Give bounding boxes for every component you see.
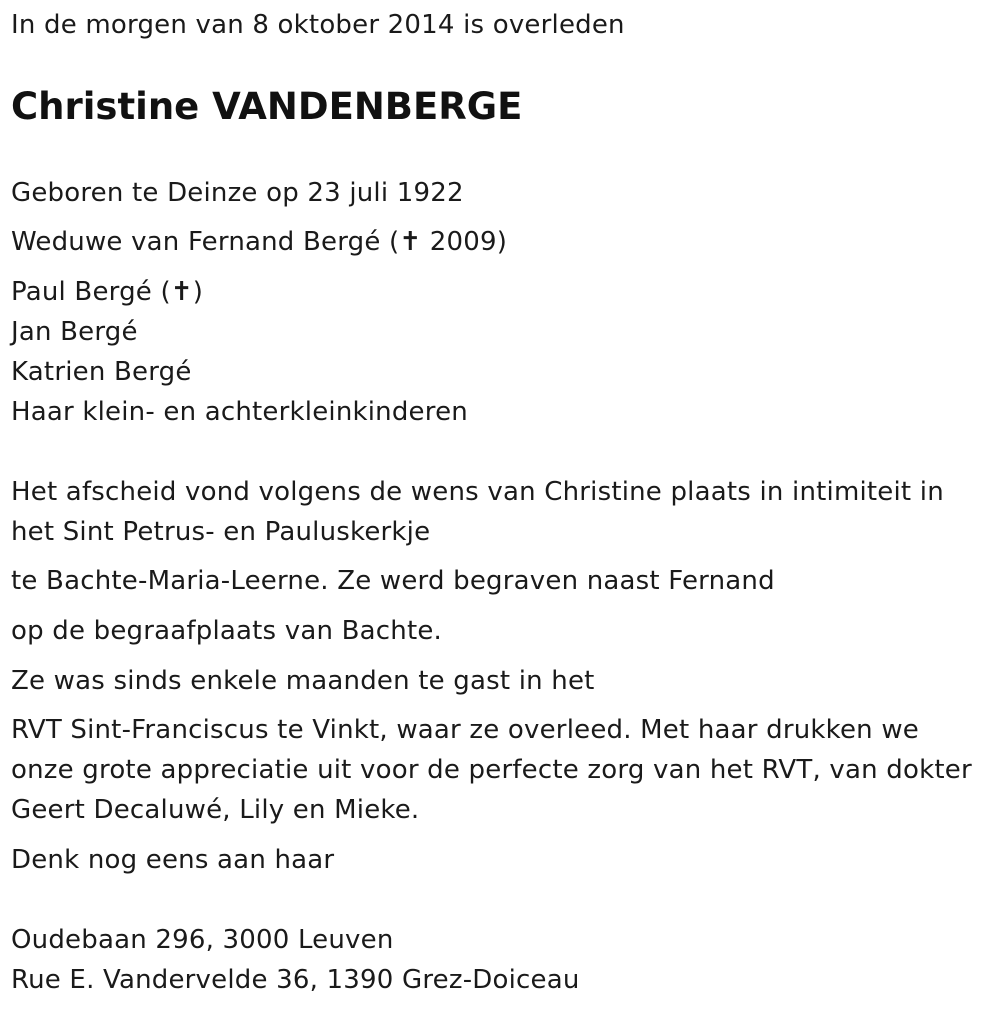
body-line: te Bachte-Maria-Leerne. Ze werd begraven naast Fernand	[11, 566, 775, 596]
address-line: Oudebaan 296, 3000 Leuven	[11, 925, 394, 955]
intro-text: In de morgen van 8 oktober 2014 is overleden	[11, 10, 625, 40]
family-member: Katrien Bergé	[11, 357, 192, 387]
body-line: Denk nog eens aan haar	[11, 845, 335, 875]
body-line: Het afscheid vond volgens de wens van Christine plaats in intimiteit in	[11, 477, 944, 507]
body-line: onze grote appreciatie uit voor de perfecte zorg van het RVT, van dokter	[11, 755, 972, 785]
widow-info: Weduwe van Fernand Bergé (✝ 2009)	[11, 227, 508, 257]
body-line: op de begraafplaats van Bachte.	[11, 616, 443, 646]
body-line: het Sint Petrus- en Pauluskerkje	[11, 517, 431, 547]
body-line: Geert Decaluwé, Lily en Mieke.	[11, 795, 420, 825]
body-line: RVT Sint-Franciscus te Vinkt, waar ze overleed. Met haar drukken we	[11, 715, 919, 745]
body-line: Ze was sinds enkele maanden te gast in het	[11, 666, 595, 696]
family-member: Paul Bergé (✝)	[11, 277, 204, 307]
family-member: Haar klein- en achterkleinkinderen	[11, 397, 468, 427]
deceased-name: Christine VANDENBERGE	[11, 85, 523, 128]
birth-info: Geboren te Deinze op 23 juli 1922	[11, 178, 464, 208]
address-line: Rue E. Vandervelde 36, 1390 Grez-Doiceau	[11, 965, 580, 995]
family-member: Jan Bergé	[11, 317, 138, 347]
